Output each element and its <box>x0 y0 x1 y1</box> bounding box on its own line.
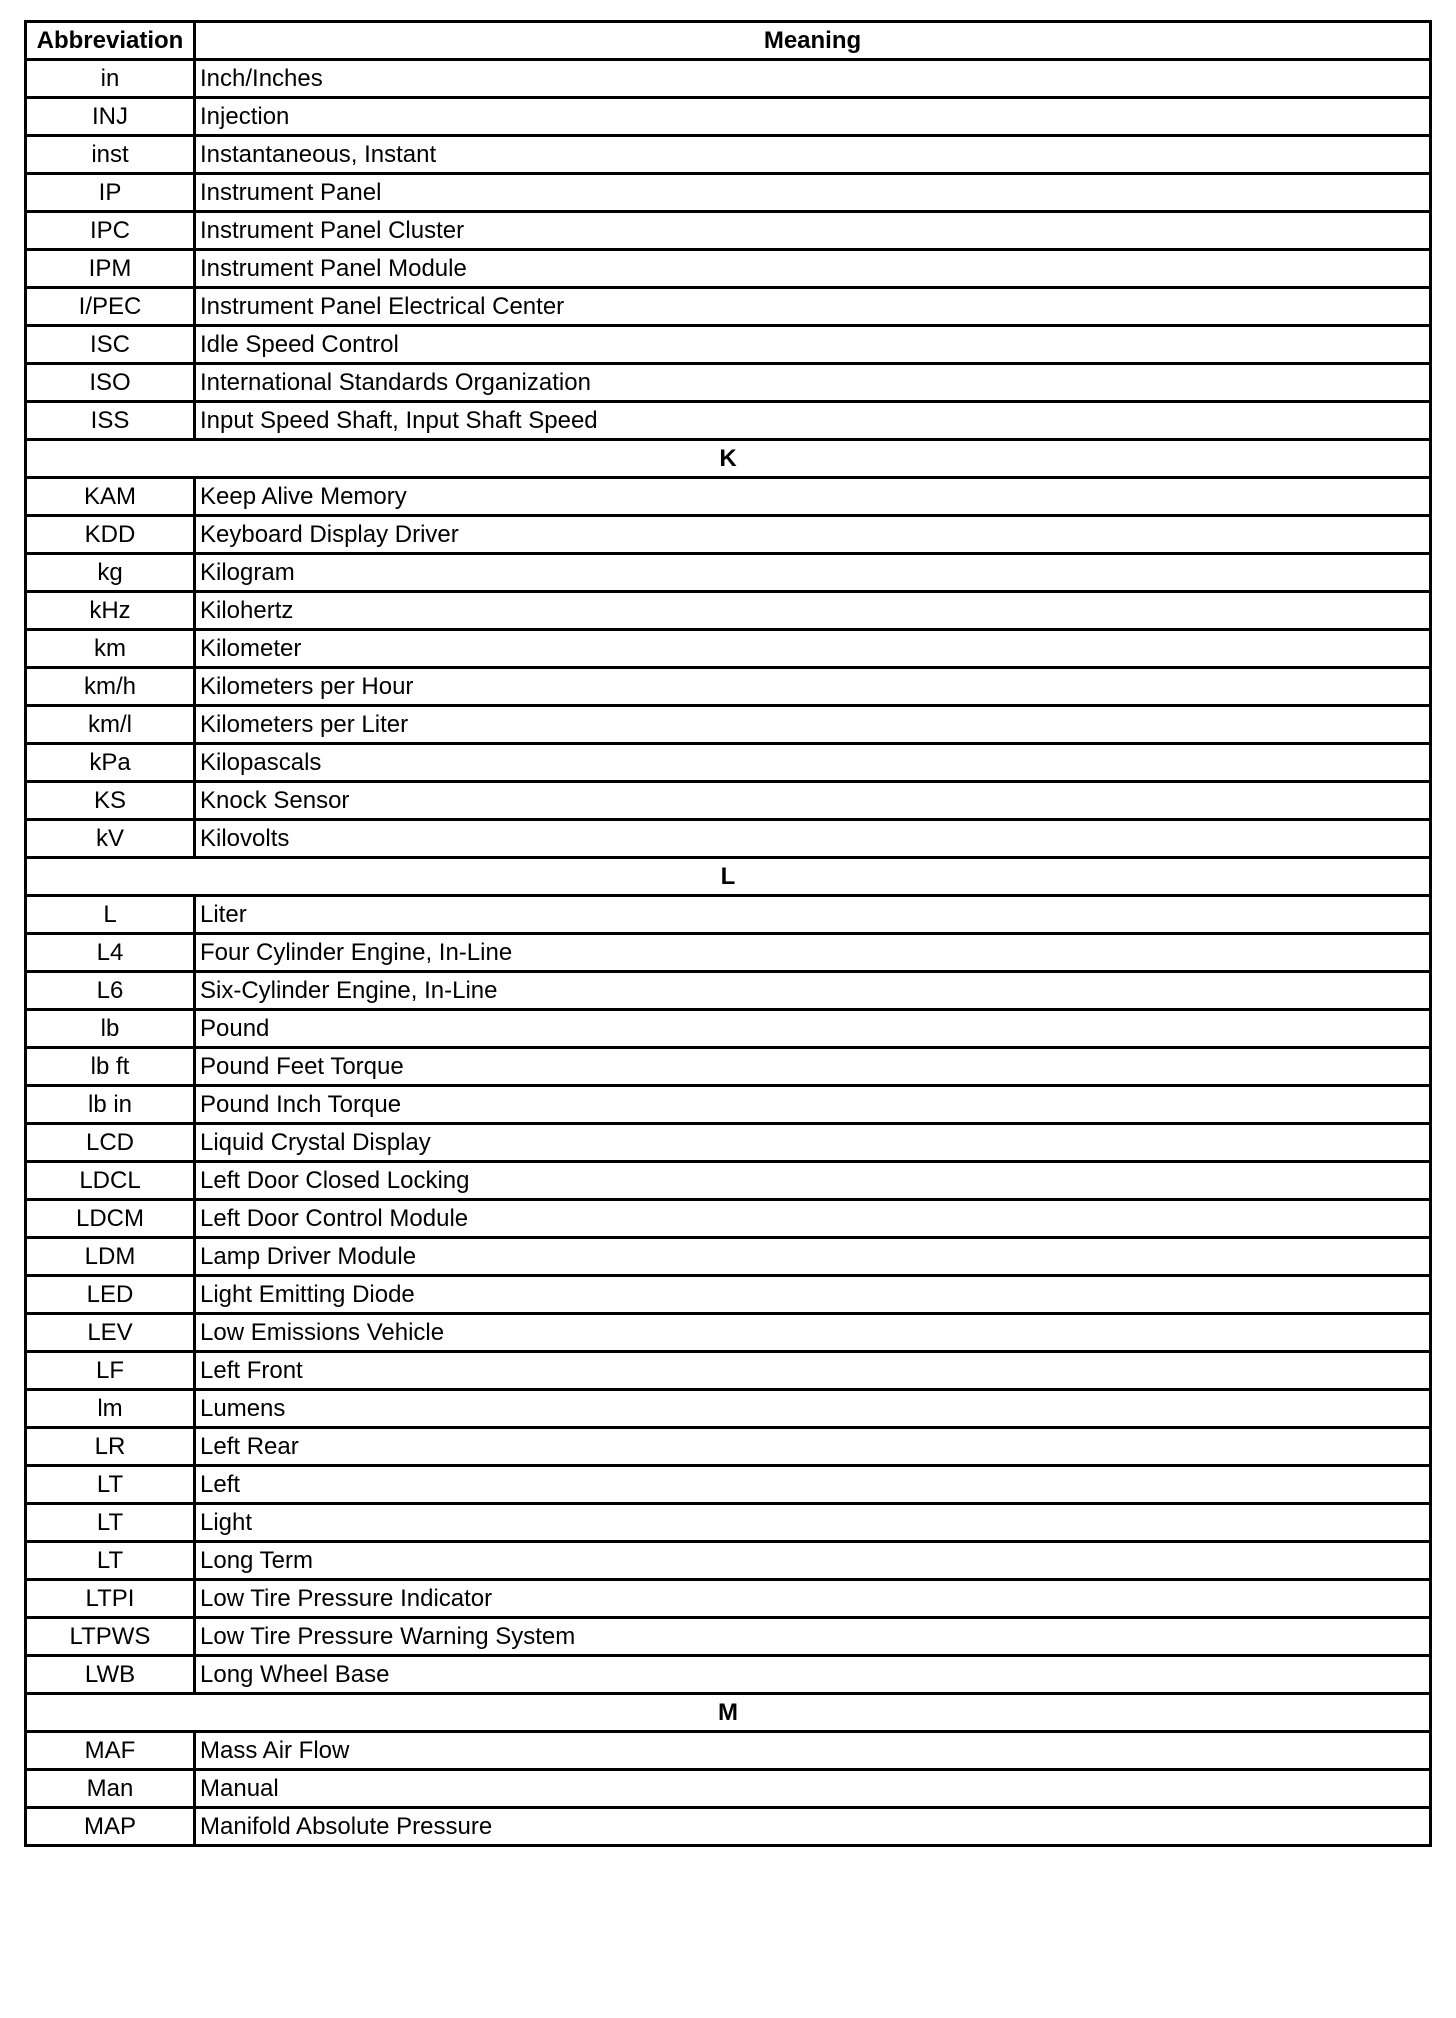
table-row <box>26 326 1431 364</box>
meaning-cell: Kilovolts <box>195 820 1431 858</box>
abbreviation-cell: LED <box>26 1276 195 1314</box>
table-row <box>26 1200 1431 1238</box>
table-row <box>26 1770 1431 1808</box>
abbreviation-cell: MAF <box>26 1732 195 1770</box>
meaning-cell: Liter <box>195 896 1431 934</box>
table-row <box>26 402 1431 440</box>
table-row <box>26 896 1431 934</box>
meaning-cell: Light Emitting Diode <box>195 1276 1431 1314</box>
abbreviation-cell: LCD <box>26 1124 195 1162</box>
abbreviation-cell: LF <box>26 1352 195 1390</box>
abbreviation-cell: ISC <box>26 326 195 364</box>
abbreviation-cell: LDM <box>26 1238 195 1276</box>
meaning-cell: Kilometers per Hour <box>195 668 1431 706</box>
table-row <box>26 516 1431 554</box>
abbreviation-cell: LTPI <box>26 1580 195 1618</box>
table-row <box>26 1466 1431 1504</box>
abbreviation-cell: lm <box>26 1390 195 1428</box>
abbreviation-cell: KAM <box>26 478 195 516</box>
meaning-cell: Mass Air Flow <box>195 1732 1431 1770</box>
meaning-cell: Kilohertz <box>195 592 1431 630</box>
meaning-cell: Four Cylinder Engine, In-Line <box>195 934 1431 972</box>
table-row <box>26 60 1431 98</box>
table-row <box>26 706 1431 744</box>
abbreviation-cell: LR <box>26 1428 195 1466</box>
meaning-cell: Instrument Panel <box>195 174 1431 212</box>
table-header-row <box>26 22 1431 60</box>
table-row <box>26 136 1431 174</box>
meaning-cell: Manual <box>195 1770 1431 1808</box>
meaning-cell: Pound <box>195 1010 1431 1048</box>
table-row <box>26 98 1431 136</box>
table-row <box>26 1010 1431 1048</box>
table-row <box>26 1808 1431 1846</box>
meaning-cell: Long Term <box>195 1542 1431 1580</box>
meaning-cell: Kilopascals <box>195 744 1431 782</box>
table-row <box>26 782 1431 820</box>
abbreviation-cell: lb <box>26 1010 195 1048</box>
abbreviation-cell: km <box>26 630 195 668</box>
meaning-cell: Instantaneous, Instant <box>195 136 1431 174</box>
abbreviation-column-header: Abbreviation <box>26 22 195 60</box>
section-header-row <box>26 1694 1431 1732</box>
table-row <box>26 934 1431 972</box>
meaning-cell: Idle Speed Control <box>195 326 1431 364</box>
meaning-cell: Low Tire Pressure Indicator <box>195 1580 1431 1618</box>
meaning-cell: Left Door Control Module <box>195 1200 1431 1238</box>
abbreviation-cell: ISO <box>26 364 195 402</box>
table-row <box>26 1732 1431 1770</box>
abbreviation-cell: LTPWS <box>26 1618 195 1656</box>
table-row <box>26 1086 1431 1124</box>
table-body <box>26 60 1431 1846</box>
table-row <box>26 478 1431 516</box>
table-row <box>26 1314 1431 1352</box>
abbreviation-cell: L <box>26 896 195 934</box>
abbreviation-cell: LWB <box>26 1656 195 1694</box>
abbreviation-cell: MAP <box>26 1808 195 1846</box>
abbreviation-cell: ISS <box>26 402 195 440</box>
meaning-cell: Instrument Panel Electrical Center <box>195 288 1431 326</box>
table-row <box>26 1162 1431 1200</box>
abbreviation-cell: lb ft <box>26 1048 195 1086</box>
table-row <box>26 820 1431 858</box>
abbreviation-cell: in <box>26 60 195 98</box>
meaning-cell: Kilogram <box>195 554 1431 592</box>
meaning-cell: Left Front <box>195 1352 1431 1390</box>
abbreviation-cell: km/h <box>26 668 195 706</box>
table-row <box>26 1504 1431 1542</box>
table-row <box>26 1390 1431 1428</box>
meaning-cell: Pound Feet Torque <box>195 1048 1431 1086</box>
abbreviation-cell: IP <box>26 174 195 212</box>
table-row <box>26 1352 1431 1390</box>
meaning-cell: Six-Cylinder Engine, In-Line <box>195 972 1431 1010</box>
abbreviation-cell: KS <box>26 782 195 820</box>
meaning-cell: International Standards Organization <box>195 364 1431 402</box>
abbreviation-cell: L6 <box>26 972 195 1010</box>
section-header-row <box>26 440 1431 478</box>
table-row <box>26 668 1431 706</box>
abbreviation-cell: KDD <box>26 516 195 554</box>
meaning-cell: Knock Sensor <box>195 782 1431 820</box>
meaning-column-header: Meaning <box>195 22 1431 60</box>
section-letter: K <box>26 440 1431 478</box>
abbreviation-cell: inst <box>26 136 195 174</box>
table-row <box>26 554 1431 592</box>
meaning-cell: Keep Alive Memory <box>195 478 1431 516</box>
meaning-cell: Lamp Driver Module <box>195 1238 1431 1276</box>
table-row <box>26 1238 1431 1276</box>
abbreviation-cell: kg <box>26 554 195 592</box>
meaning-cell: Manifold Absolute Pressure <box>195 1808 1431 1846</box>
table-row <box>26 1618 1431 1656</box>
meaning-cell: Low Emissions Vehicle <box>195 1314 1431 1352</box>
abbreviation-cell: LEV <box>26 1314 195 1352</box>
abbreviation-cell: kPa <box>26 744 195 782</box>
table-row <box>26 630 1431 668</box>
table-row <box>26 1656 1431 1694</box>
table-row <box>26 1048 1431 1086</box>
abbreviation-cell: kV <box>26 820 195 858</box>
meaning-cell: Low Tire Pressure Warning System <box>195 1618 1431 1656</box>
abbreviation-cell: LT <box>26 1466 195 1504</box>
meaning-cell: Keyboard Display Driver <box>195 516 1431 554</box>
meaning-cell: Lumens <box>195 1390 1431 1428</box>
abbreviation-cell: LT <box>26 1504 195 1542</box>
abbreviation-cell: km/l <box>26 706 195 744</box>
meaning-cell: Left <box>195 1466 1431 1504</box>
meaning-cell: Instrument Panel Cluster <box>195 212 1431 250</box>
abbreviation-cell: LDCL <box>26 1162 195 1200</box>
abbreviation-cell: L4 <box>26 934 195 972</box>
abbreviation-table <box>24 20 1432 1847</box>
table-row <box>26 250 1431 288</box>
meaning-cell: Left Door Closed Locking <box>195 1162 1431 1200</box>
meaning-cell: Pound Inch Torque <box>195 1086 1431 1124</box>
table-row <box>26 288 1431 326</box>
meaning-cell: Injection <box>195 98 1431 136</box>
abbreviation-cell: kHz <box>26 592 195 630</box>
table-row <box>26 972 1431 1010</box>
meaning-cell: Kilometers per Liter <box>195 706 1431 744</box>
meaning-cell: Long Wheel Base <box>195 1656 1431 1694</box>
section-letter: M <box>26 1694 1431 1732</box>
table-row <box>26 212 1431 250</box>
table-row <box>26 1276 1431 1314</box>
table-row <box>26 744 1431 782</box>
abbreviation-cell: IPM <box>26 250 195 288</box>
abbreviation-cell: LDCM <box>26 1200 195 1238</box>
abbreviation-cell: I/PEC <box>26 288 195 326</box>
table-row <box>26 1428 1431 1466</box>
meaning-cell: Left Rear <box>195 1428 1431 1466</box>
section-header-row <box>26 858 1431 896</box>
abbreviation-cell: INJ <box>26 98 195 136</box>
abbreviation-cell: LT <box>26 1542 195 1580</box>
table-row <box>26 1542 1431 1580</box>
table-row <box>26 592 1431 630</box>
table-row <box>26 174 1431 212</box>
meaning-cell: Inch/Inches <box>195 60 1431 98</box>
abbreviation-cell: Man <box>26 1770 195 1808</box>
table-row <box>26 364 1431 402</box>
section-letter: L <box>26 858 1431 896</box>
abbreviation-cell: lb in <box>26 1086 195 1124</box>
meaning-cell: Kilometer <box>195 630 1431 668</box>
abbreviation-cell: IPC <box>26 212 195 250</box>
table-row <box>26 1580 1431 1618</box>
meaning-cell: Liquid Crystal Display <box>195 1124 1431 1162</box>
meaning-cell: Input Speed Shaft, Input Shaft Speed <box>195 402 1431 440</box>
meaning-cell: Instrument Panel Module <box>195 250 1431 288</box>
meaning-cell: Light <box>195 1504 1431 1542</box>
table-row <box>26 1124 1431 1162</box>
